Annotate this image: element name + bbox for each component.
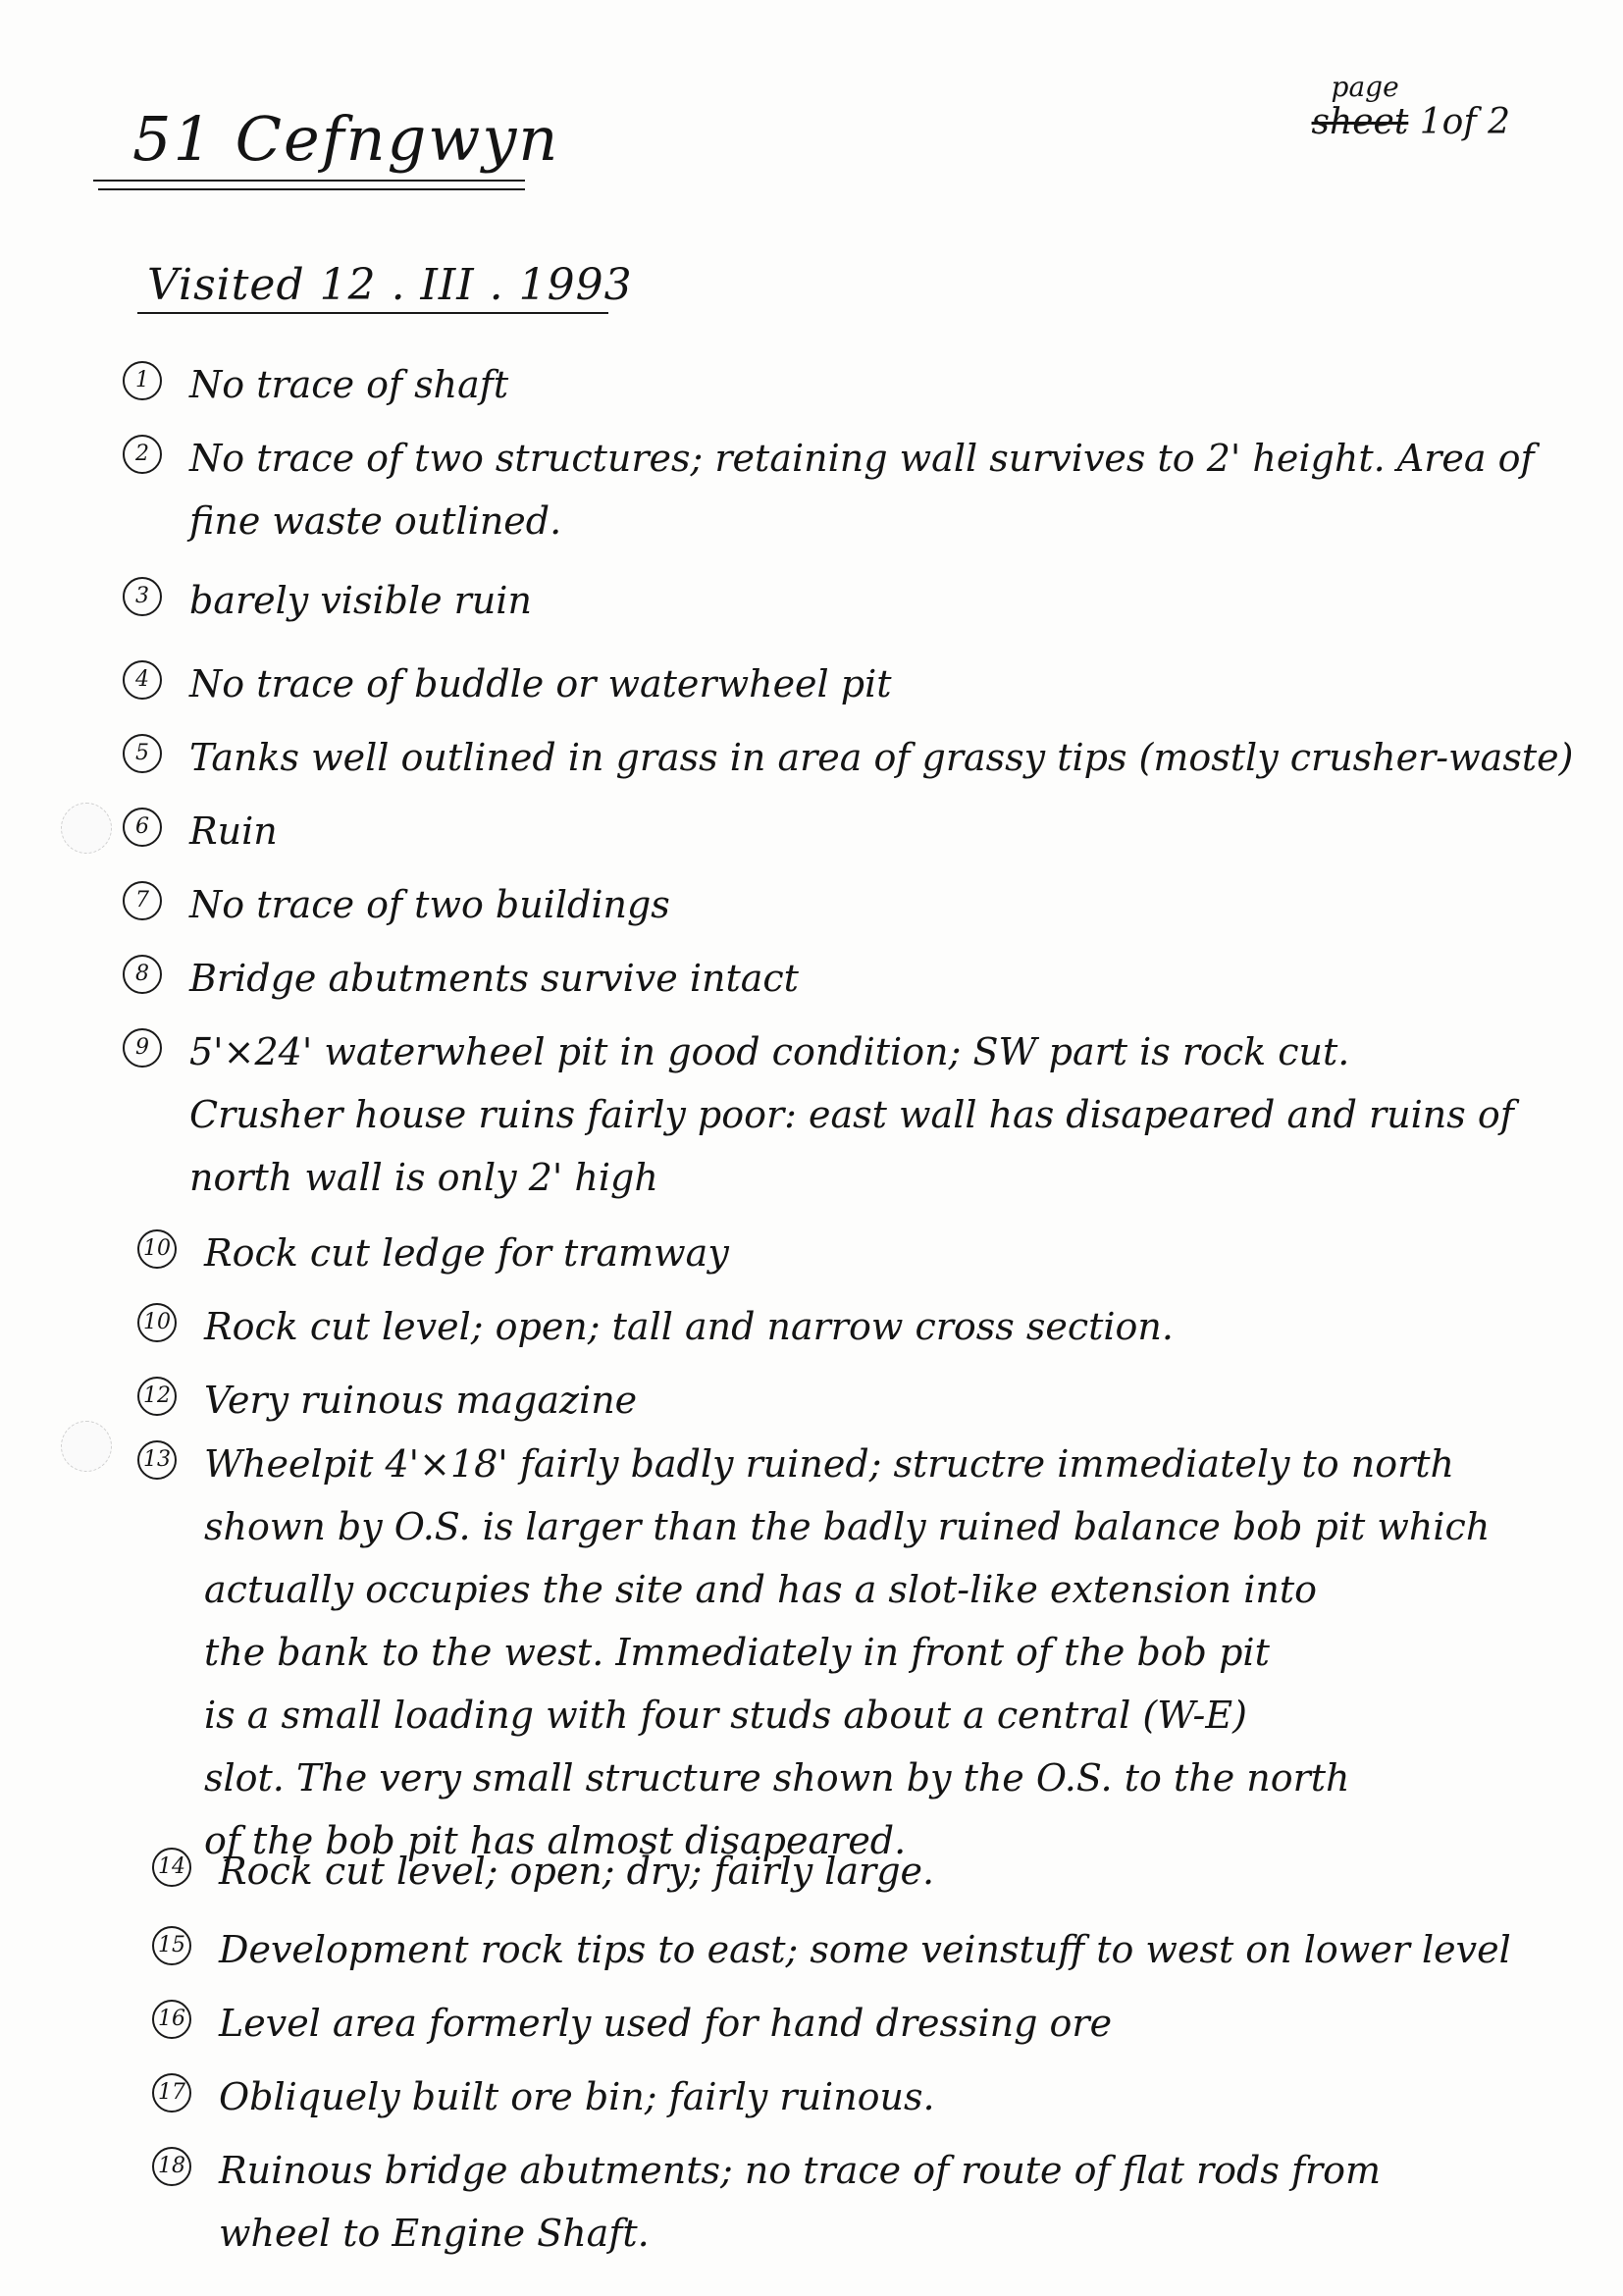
item-text: Bridge abutments survive intact	[189, 957, 799, 1000]
item-number: 3	[123, 577, 162, 616]
page-indicator	[1311, 71, 1510, 142]
item-number: 17	[152, 2073, 191, 2113]
title-underline-lower	[98, 188, 525, 190]
item-number: 1	[123, 361, 162, 400]
item-text: Development rock tips to east; some veinstuff to west on lower level	[219, 1928, 1511, 1971]
list-item	[152, 1840, 934, 1903]
item-text: Obliquely built ore bin; fairly ruinous.	[219, 2075, 935, 2118]
item-text: Rock cut level; open; dry; fairly large.	[219, 1850, 935, 1893]
item-text: No trace of two structures; retaining wall survives to 2' height. Area of fine waste outlined.	[189, 437, 1535, 543]
item-number: 15	[152, 1926, 191, 1965]
item-number: 13	[137, 1440, 177, 1480]
list-item	[123, 652, 892, 715]
list-item	[123, 873, 670, 936]
list-item	[123, 353, 508, 416]
list-item	[123, 1020, 1514, 1209]
list-item	[152, 1992, 1112, 2055]
item-text: Very ruinous magazine	[204, 1379, 638, 1422]
title-underline	[93, 180, 525, 182]
item-text: Tanks well outlined in grass in area of grassy tips (mostly crusher-waste)	[189, 736, 1574, 779]
item-number: 8	[123, 955, 162, 994]
item-text: 5'×24' waterwheel pit in good condition; SW part is rock cut. Crusher house ruins fairly poor: east wall has disapeared and ruins of north wall is only 2' high	[189, 1030, 1514, 1199]
page-word: page	[1331, 71, 1399, 103]
item-number: 10	[137, 1229, 177, 1269]
item-text: Level area formerly used for hand dressing ore	[219, 2002, 1113, 2045]
punch-hole	[61, 1421, 112, 1472]
list-item	[152, 1918, 1511, 1981]
item-text: Ruin	[189, 809, 278, 853]
list-item	[152, 2139, 1381, 2265]
list-item	[137, 1369, 637, 1432]
item-number: 7	[123, 881, 162, 920]
visited-date: Visited 12 . III . 1993	[147, 260, 633, 310]
list-item	[152, 2065, 935, 2128]
item-number: 9	[123, 1028, 162, 1068]
punch-hole	[61, 803, 112, 854]
list-item	[137, 1222, 729, 1284]
item-text: Rock cut ledge for tramway	[204, 1231, 729, 1275]
item-text: No trace of two buildings	[189, 883, 670, 926]
list-item	[137, 1433, 1490, 1872]
item-number: 18	[152, 2147, 191, 2186]
visited-underline	[137, 312, 608, 314]
item-number: 12	[137, 1377, 177, 1416]
item-text: No trace of shaft	[189, 363, 509, 406]
item-number: 5	[123, 734, 162, 773]
page-title: 51 Cefngwyn	[132, 103, 560, 175]
list-item	[123, 427, 1535, 552]
item-text: No trace of buddle or waterwheel pit	[189, 662, 892, 705]
list-item	[123, 947, 799, 1010]
item-text: Wheelpit 4'×18' fairly badly ruined; structre immediately to north shown by O.S. is larger than the badly ruined balance bob pit which actually occupies the site and has a slot-like extension into the bank to the west. Immediately in front of the bob pit is a small loading with four studs about a central (W-E) slot. The very small structure shown by the O.S. to the north of the bob pit has almost disapeared.	[204, 1442, 1491, 1862]
page-number: 1of 2	[1419, 102, 1510, 142]
list-item	[137, 1295, 1174, 1358]
item-number: 6	[123, 808, 162, 847]
item-number: 2	[123, 435, 162, 474]
item-number: 10	[137, 1303, 177, 1342]
list-item	[123, 800, 278, 862]
list-item	[123, 726, 1573, 789]
item-number: 16	[152, 2000, 191, 2039]
item-number: 4	[123, 660, 162, 700]
item-text: Ruinous bridge abutments; no trace of route of flat rods from wheel to Engine Shaft.	[219, 2149, 1382, 2255]
list-item	[123, 569, 532, 632]
item-text: barely visible ruin	[189, 579, 532, 622]
item-text: Rock cut level; open; tall and narrow cross section.	[204, 1305, 1174, 1348]
struck-word: sheet	[1311, 102, 1409, 142]
item-number: 14	[152, 1848, 191, 1887]
